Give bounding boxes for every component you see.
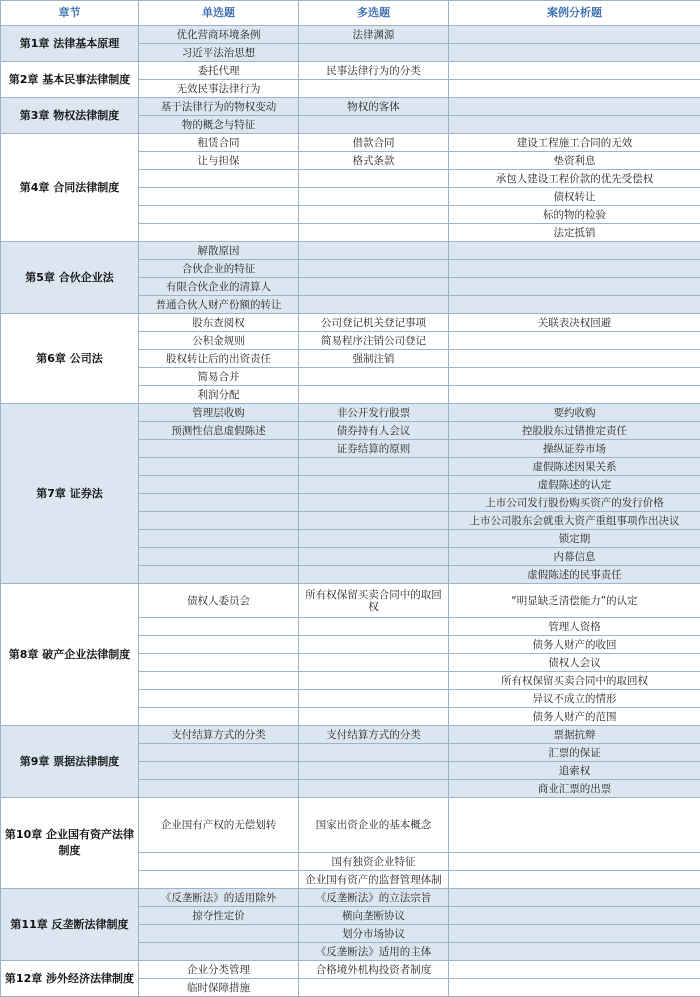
case-analysis-cell (449, 278, 700, 296)
single-choice-cell: 支付结算方式的分类 (139, 726, 299, 744)
chapter-cell: 第5章 合伙企业法 (1, 242, 139, 314)
multi-choice-cell: 物权的客体 (299, 98, 449, 116)
multi-choice-cell (299, 206, 449, 224)
case-analysis-cell: 管理人资格 (449, 618, 700, 636)
multi-choice-cell (299, 386, 449, 404)
case-analysis-cell (449, 116, 700, 134)
case-analysis-cell (449, 925, 700, 943)
single-choice-cell: 优化营商环境条例 (139, 26, 299, 44)
case-analysis-cell (449, 26, 700, 44)
multi-choice-cell (299, 566, 449, 584)
multi-choice-cell: 债券持有人会议 (299, 422, 449, 440)
single-choice-cell (139, 476, 299, 494)
case-analysis-cell (449, 907, 700, 925)
single-choice-cell (139, 224, 299, 242)
chapter-cell: 第9章 票据法律制度 (1, 726, 139, 798)
single-choice-cell (139, 170, 299, 188)
case-analysis-cell: 上市公司发行股份购买资产的发行价格 (449, 494, 700, 512)
case-analysis-cell (449, 296, 700, 314)
header-single-choice: 单选题 (139, 1, 299, 26)
case-analysis-cell (449, 80, 700, 98)
single-choice-cell: 临时保障措施 (139, 979, 299, 997)
case-analysis-cell: 锁定期 (449, 530, 700, 548)
multi-choice-cell: 划分市场协议 (299, 925, 449, 943)
case-analysis-cell: 关联表决权回避 (449, 314, 700, 332)
single-choice-cell (139, 458, 299, 476)
multi-choice-cell: 法律渊源 (299, 26, 449, 44)
single-choice-cell: 租赁合同 (139, 134, 299, 152)
case-analysis-cell: 债务人财产的范围 (449, 708, 700, 726)
multi-choice-cell: 强制注销 (299, 350, 449, 368)
multi-choice-cell: 支付结算方式的分类 (299, 726, 449, 744)
multi-choice-cell (299, 636, 449, 654)
single-choice-cell (139, 708, 299, 726)
single-choice-cell: 基于法律行为的物权变动 (139, 98, 299, 116)
case-analysis-cell (449, 260, 700, 278)
single-choice-cell (139, 566, 299, 584)
case-analysis-cell: 上市公司股东会就重大资产重组事项作出决议 (449, 512, 700, 530)
case-analysis-cell: “明显缺乏清偿能力”的认定 (449, 584, 700, 618)
table-row (1, 26, 700, 44)
single-choice-cell: 企业分类管理 (139, 961, 299, 979)
single-choice-cell (139, 780, 299, 798)
multi-choice-cell (299, 296, 449, 314)
case-analysis-cell: 内幕信息 (449, 548, 700, 566)
case-analysis-cell (449, 44, 700, 62)
single-choice-cell: 委托代理 (139, 62, 299, 80)
chapter-cell: 第11章 反垄断法律制度 (1, 889, 139, 961)
single-choice-cell: 债权人委员会 (139, 584, 299, 618)
multi-choice-cell (299, 116, 449, 134)
header-row (1, 1, 700, 26)
case-analysis-cell: 追索权 (449, 762, 700, 780)
chapter-cell: 第7章 证券法 (1, 404, 139, 584)
multi-choice-cell (299, 548, 449, 566)
case-analysis-cell: 建设工程施工合同的无效 (449, 134, 700, 152)
multi-choice-cell: 公司登记机关登记事项 (299, 314, 449, 332)
single-choice-cell: 让与担保 (139, 152, 299, 170)
chapter-cell: 第1章 法律基本原理 (1, 26, 139, 62)
table-row (1, 404, 700, 422)
case-analysis-cell (449, 368, 700, 386)
single-choice-cell (139, 512, 299, 530)
case-analysis-cell: 要约收购 (449, 404, 700, 422)
multi-choice-cell (299, 278, 449, 296)
multi-choice-cell: 借款合同 (299, 134, 449, 152)
table-row (1, 98, 700, 116)
chapter-cell: 第2章 基本民事法律制度 (1, 62, 139, 98)
single-choice-cell: 有限合伙企业的清算人 (139, 278, 299, 296)
multi-choice-cell (299, 80, 449, 98)
single-choice-cell: 掠夺性定价 (139, 907, 299, 925)
chapter-cell: 第12章 涉外经济法律制度 (1, 961, 139, 997)
single-choice-cell (139, 853, 299, 871)
case-analysis-cell: 法定抵销 (449, 224, 700, 242)
table-row (1, 314, 700, 332)
multi-choice-cell: 国有独资企业特征 (299, 853, 449, 871)
case-analysis-cell: 操纵证券市场 (449, 440, 700, 458)
single-choice-cell (139, 548, 299, 566)
multi-choice-cell (299, 762, 449, 780)
case-analysis-cell (449, 350, 700, 368)
multi-choice-cell: 国家出资企业的基本概念 (299, 798, 449, 853)
case-analysis-cell (449, 961, 700, 979)
case-analysis-cell: 虚假陈述的认定 (449, 476, 700, 494)
multi-choice-cell: 所有权保留买卖合同中的取回权 (299, 584, 449, 618)
header-case-analysis: 案例分析题 (449, 1, 700, 26)
single-choice-cell (139, 440, 299, 458)
case-analysis-cell: 虚假陈述的民事责任 (449, 566, 700, 584)
single-choice-cell (139, 744, 299, 762)
case-analysis-cell: 票据抗辩 (449, 726, 700, 744)
case-analysis-cell (449, 798, 700, 853)
multi-choice-cell (299, 260, 449, 278)
multi-choice-cell: 证券结算的原则 (299, 440, 449, 458)
single-choice-cell: 简易合并 (139, 368, 299, 386)
case-analysis-cell: 商业汇票的出票 (449, 780, 700, 798)
single-choice-cell: 公积金规则 (139, 332, 299, 350)
multi-choice-cell: 《反垄断法》的立法宗旨 (299, 889, 449, 907)
multi-choice-cell (299, 476, 449, 494)
case-analysis-cell: 标的物的检验 (449, 206, 700, 224)
case-analysis-cell (449, 943, 700, 961)
table-body (1, 26, 700, 997)
single-choice-cell (139, 871, 299, 889)
case-analysis-cell: 虚假陈述因果关系 (449, 458, 700, 476)
single-choice-cell (139, 618, 299, 636)
single-choice-cell: 股权转让后的出资责任 (139, 350, 299, 368)
case-analysis-cell: 债务人财产的收回 (449, 636, 700, 654)
header-multi-choice: 多选题 (299, 1, 449, 26)
case-analysis-cell: 汇票的保证 (449, 744, 700, 762)
single-choice-cell (139, 530, 299, 548)
single-choice-cell (139, 943, 299, 961)
single-choice-cell: 管理层收购 (139, 404, 299, 422)
multi-choice-cell (299, 512, 449, 530)
case-analysis-cell: 承包人建设工程价款的优先受偿权 (449, 170, 700, 188)
multi-choice-cell (299, 979, 449, 997)
multi-choice-cell (299, 690, 449, 708)
multi-choice-cell (299, 44, 449, 62)
table-row (1, 62, 700, 80)
single-choice-cell: 习近平法治思想 (139, 44, 299, 62)
case-analysis-cell: 所有权保留买卖合同中的取回权 (449, 672, 700, 690)
multi-choice-cell (299, 618, 449, 636)
single-choice-cell: 股东查阅权 (139, 314, 299, 332)
multi-choice-cell (299, 458, 449, 476)
table-row (1, 134, 700, 152)
chapter-cell: 第8章 破产企业法律制度 (1, 584, 139, 726)
single-choice-cell (139, 206, 299, 224)
table-row (1, 726, 700, 744)
single-choice-cell: 企业国有产权的无偿划转 (139, 798, 299, 853)
table-row (1, 889, 700, 907)
single-choice-cell (139, 925, 299, 943)
table-row (1, 242, 700, 260)
multi-choice-cell: 企业国有资产的监督管理体制 (299, 871, 449, 889)
single-choice-cell (139, 672, 299, 690)
single-choice-cell: 普通合伙人财产份额的转让 (139, 296, 299, 314)
multi-choice-cell: 非公开发行股票 (299, 404, 449, 422)
multi-choice-cell: 合格境外机构投资者制度 (299, 961, 449, 979)
case-analysis-cell (449, 853, 700, 871)
table-row (1, 584, 700, 618)
chapter-cell: 第4章 合同法律制度 (1, 134, 139, 242)
case-analysis-cell (449, 386, 700, 404)
multi-choice-cell (299, 242, 449, 260)
case-analysis-cell (449, 62, 700, 80)
chapter-cell: 第6章 公司法 (1, 314, 139, 404)
single-choice-cell: 物的概念与特征 (139, 116, 299, 134)
table-row (1, 961, 700, 979)
single-choice-cell: 预测性信息虚假陈述 (139, 422, 299, 440)
multi-choice-cell (299, 494, 449, 512)
multi-choice-cell: 横向垄断协议 (299, 907, 449, 925)
multi-choice-cell: 简易程序注销公司登记 (299, 332, 449, 350)
header-chapter: 章节 (1, 1, 139, 26)
multi-choice-cell (299, 744, 449, 762)
multi-choice-cell (299, 654, 449, 672)
single-choice-cell: 解散原因 (139, 242, 299, 260)
multi-choice-cell (299, 530, 449, 548)
single-choice-cell (139, 654, 299, 672)
single-choice-cell (139, 636, 299, 654)
single-choice-cell (139, 690, 299, 708)
case-analysis-cell (449, 242, 700, 260)
case-analysis-cell (449, 979, 700, 997)
multi-choice-cell (299, 368, 449, 386)
multi-choice-cell: 格式条款 (299, 152, 449, 170)
multi-choice-cell (299, 188, 449, 206)
single-choice-cell: 《反垄断法》的适用除外 (139, 889, 299, 907)
case-analysis-cell: 异议不成立的情形 (449, 690, 700, 708)
case-analysis-cell: 债权人会议 (449, 654, 700, 672)
multi-choice-cell (299, 170, 449, 188)
single-choice-cell (139, 762, 299, 780)
case-analysis-cell (449, 98, 700, 116)
case-analysis-cell: 债权转让 (449, 188, 700, 206)
case-analysis-cell (449, 871, 700, 889)
case-analysis-cell (449, 889, 700, 907)
single-choice-cell: 无效民事法律行为 (139, 80, 299, 98)
case-analysis-cell (449, 332, 700, 350)
single-choice-cell: 利润分配 (139, 386, 299, 404)
chapter-cell: 第3章 物权法律制度 (1, 98, 139, 134)
multi-choice-cell (299, 672, 449, 690)
multi-choice-cell: 民事法律行为的分类 (299, 62, 449, 80)
single-choice-cell (139, 188, 299, 206)
table-row (1, 798, 700, 853)
multi-choice-cell (299, 780, 449, 798)
multi-choice-cell (299, 224, 449, 242)
multi-choice-cell (299, 708, 449, 726)
single-choice-cell (139, 494, 299, 512)
chapter-cell: 第10章 企业国有资产法律制度 (1, 798, 139, 889)
multi-choice-cell: 《反垄断法》适用的主体 (299, 943, 449, 961)
single-choice-cell: 合伙企业的特征 (139, 260, 299, 278)
case-analysis-cell: 垫资利息 (449, 152, 700, 170)
case-analysis-cell: 控股股东过错推定责任 (449, 422, 700, 440)
